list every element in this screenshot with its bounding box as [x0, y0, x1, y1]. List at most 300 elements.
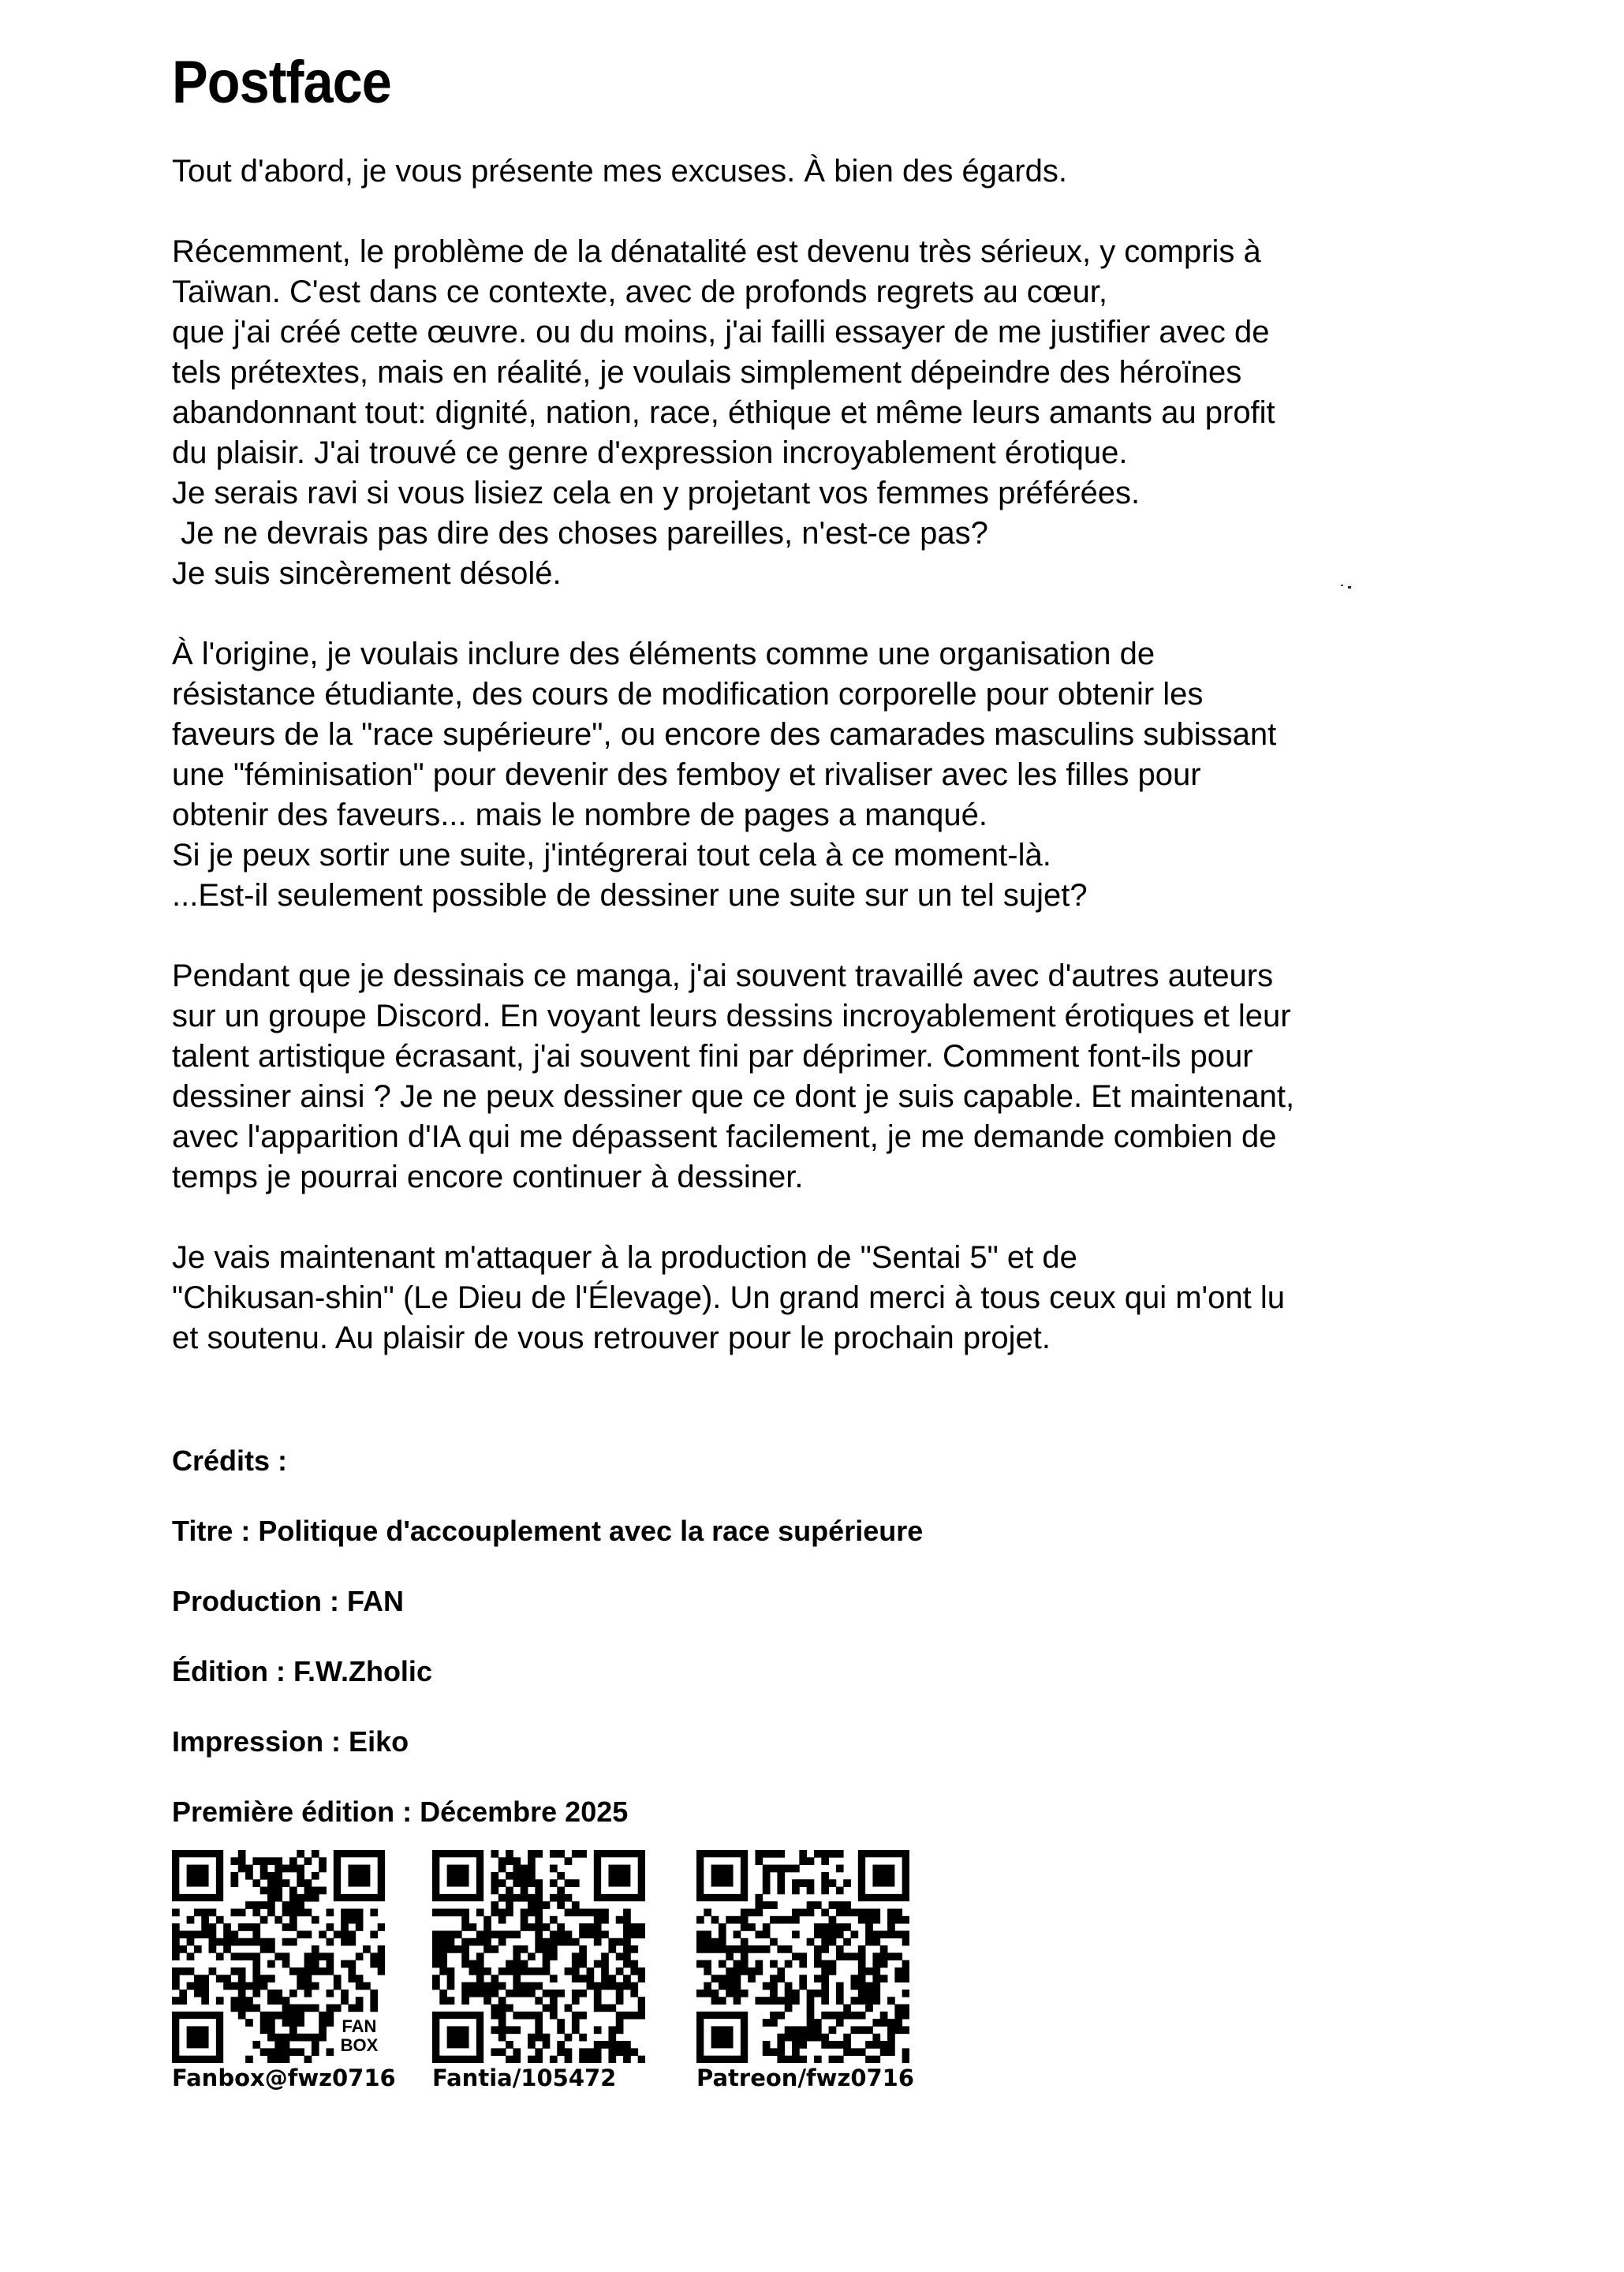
qr-module — [565, 1879, 573, 1887]
qr-module — [579, 2012, 587, 2020]
fanbox-badge-text: FAN — [342, 2016, 377, 2036]
qr-module — [704, 1990, 711, 1997]
qr-module — [267, 1945, 275, 1953]
qr-module — [594, 2005, 602, 2012]
qr-module — [543, 2034, 551, 2042]
qr-module — [238, 1997, 246, 2005]
qr-module — [454, 1945, 462, 1953]
qr-module — [297, 2019, 304, 2027]
qr-module — [865, 1982, 873, 1990]
qr-module — [792, 1908, 800, 1916]
qr-module — [282, 1901, 290, 1909]
qr-module — [327, 1952, 334, 1960]
qr-module — [726, 1945, 734, 1953]
qr-module — [179, 1997, 187, 2005]
qr-module — [719, 1982, 726, 1990]
qr-module — [282, 2056, 290, 2063]
qr-module — [370, 1997, 378, 2005]
qr-module — [565, 2048, 573, 2056]
qr-module — [461, 1938, 469, 1946]
qr-module — [187, 1952, 195, 1960]
qr-module — [836, 2012, 844, 2020]
qr-module — [483, 1930, 491, 1938]
qr-module — [312, 1960, 319, 1968]
qr-module — [711, 1975, 719, 1982]
qr-module — [543, 1952, 551, 1960]
qr-module — [356, 1982, 364, 1990]
qr-module — [623, 1916, 631, 1924]
qr-module — [476, 1960, 484, 1968]
qr-module — [550, 2005, 558, 2012]
qr-module — [748, 1975, 756, 1982]
qr-module — [638, 2056, 645, 2063]
qr-module — [245, 2056, 253, 2063]
qr-module — [851, 1997, 859, 2005]
qr-module — [638, 2005, 645, 2012]
qr-module — [334, 1982, 342, 1990]
qr-module — [821, 1908, 829, 1916]
qr-module — [327, 1967, 334, 1975]
qr-module — [245, 1923, 253, 1931]
qr-module — [483, 1990, 491, 1997]
qr-module — [245, 1997, 253, 2005]
qr-module — [260, 2048, 268, 2056]
qr-module — [274, 1990, 282, 1997]
qr-module — [902, 2048, 909, 2056]
qr-module — [821, 1990, 829, 1997]
qr-module — [535, 1930, 543, 1938]
qr-module — [630, 1930, 638, 1938]
qr-module — [201, 1923, 209, 1931]
qr-module — [513, 2048, 521, 2056]
qr-module — [696, 1930, 704, 1938]
qr-module — [461, 1945, 469, 1953]
qr-module — [623, 2041, 631, 2049]
qr-module — [498, 1894, 506, 1902]
qr-module — [719, 1960, 726, 1968]
qr-module — [209, 1923, 217, 1931]
qr-module — [880, 1960, 888, 1968]
qr-module — [719, 1938, 726, 1946]
qr-module — [491, 1879, 498, 1887]
qr-module — [565, 1908, 573, 1916]
qr-module — [851, 2026, 859, 2034]
qr-module — [187, 1916, 195, 1924]
qr-module — [267, 1857, 275, 1865]
qr-module — [557, 1894, 565, 1902]
qr-module — [630, 1982, 638, 1990]
qr-module — [763, 1887, 771, 1895]
qr-module — [432, 1938, 440, 1946]
qr-module — [274, 2034, 282, 2042]
qr-label-fanbox: Fanbox@fwz0716 — [172, 2065, 396, 2091]
qr-module — [469, 1982, 477, 1990]
qr-module — [579, 1952, 587, 1960]
qr-module — [696, 1990, 704, 1997]
qr-module — [312, 1916, 319, 1924]
qr-module — [630, 2048, 638, 2056]
qr-finder-core — [348, 1865, 370, 1887]
qr-module — [267, 2056, 275, 2063]
qr-module — [252, 1967, 260, 1975]
qr-module — [289, 2019, 297, 2027]
text-line: faveurs de la "race supérieure", ou encore des camarades masculins subissant — [172, 717, 1277, 752]
qr-module — [770, 1982, 778, 1990]
qr-module — [807, 2019, 815, 2027]
qr-module — [902, 1967, 909, 1975]
qr-module — [557, 1872, 565, 1880]
qr-module — [785, 2005, 793, 2012]
qr-module — [498, 2005, 506, 2012]
qr-module — [238, 1908, 246, 1916]
qr-module — [543, 1945, 551, 1953]
qr-module — [623, 1938, 631, 1946]
qr-module — [297, 1865, 304, 1873]
qr-module — [821, 1967, 829, 1975]
qr-module — [594, 1908, 602, 1916]
qr-module — [282, 2041, 290, 2049]
qr-module — [872, 1967, 880, 1975]
qr-module — [282, 2005, 290, 2012]
qr-module — [755, 1850, 763, 1858]
qr-module — [755, 1967, 763, 1975]
qr-module — [807, 1901, 815, 1909]
qr-module — [513, 2012, 521, 2020]
qr-module — [807, 2012, 815, 2020]
qr-module — [777, 1850, 785, 1858]
qr-module — [601, 1952, 609, 1960]
qr-module — [594, 2056, 602, 2063]
qr-module — [304, 1879, 312, 1887]
qr-module — [274, 1887, 282, 1895]
qr-module — [513, 1990, 521, 1997]
qr-module — [238, 1857, 246, 1865]
qr-module — [363, 1982, 371, 1990]
qr-module — [777, 1872, 785, 1880]
qr-module — [755, 1930, 763, 1938]
qr-module — [528, 1952, 536, 1960]
qr-module — [807, 1908, 815, 1916]
qr-module — [491, 1975, 498, 1982]
qr-module — [230, 1982, 238, 1990]
qr-module — [483, 1997, 491, 2005]
qr-module — [872, 1990, 880, 1997]
qr-module — [821, 1930, 829, 1938]
qr-module — [741, 1990, 749, 1997]
qr-module — [528, 1967, 536, 1975]
qr-module — [799, 1960, 807, 1968]
qr-module — [836, 1865, 844, 1873]
qr-module — [282, 1908, 290, 1916]
qr-module — [821, 1997, 829, 2005]
qr-module — [741, 1916, 749, 1924]
qr-module — [498, 1930, 506, 1938]
qr-module — [476, 1908, 484, 1916]
credit-first-edition: Première édition : Décembre 2025 — [172, 1796, 629, 1828]
qr-module — [535, 1997, 543, 2005]
qr-module — [274, 2041, 282, 2049]
qr-module — [267, 1901, 275, 1909]
qr-module — [565, 1967, 573, 1975]
qr-module — [770, 1938, 778, 1946]
qr-module — [594, 1960, 602, 1968]
qr-module — [274, 2048, 282, 2056]
qr-module — [872, 2034, 880, 2042]
qr-module — [370, 1952, 378, 1960]
qr-module — [238, 1967, 246, 1975]
qr-module — [843, 2012, 851, 2020]
qr-module — [894, 1975, 902, 1982]
qr-module — [297, 1872, 304, 1880]
qr-module — [230, 1857, 238, 1865]
qr-module — [601, 1908, 609, 1916]
qr-module — [528, 1908, 536, 1916]
qr-module — [587, 2056, 595, 2063]
qr-module — [792, 2048, 800, 2056]
qr-module — [858, 1952, 866, 1960]
credits-heading: Crédits : — [172, 1444, 288, 1477]
qr-module — [223, 1945, 231, 1953]
qr-module — [491, 2005, 498, 2012]
qr-module — [194, 1975, 202, 1982]
paragraph-4 — [172, 956, 1387, 1198]
qr-module — [491, 1901, 498, 1909]
qr-module — [821, 2012, 829, 2020]
qr-module — [447, 1908, 455, 1916]
qr-module — [616, 2026, 624, 2034]
qr-module — [260, 1982, 268, 1990]
qr-module — [748, 1967, 756, 1975]
qr-module — [172, 1938, 180, 1946]
qr-code-icon[interactable] — [696, 1850, 909, 2063]
qr-module — [601, 2005, 609, 2012]
qr-module — [565, 2056, 573, 2063]
qr-module — [274, 1879, 282, 1887]
qr-module — [513, 1982, 521, 1990]
qr-module — [557, 2026, 565, 2034]
qr-module — [777, 1967, 785, 1975]
qr-module — [267, 1938, 275, 1946]
qr-module — [608, 1982, 616, 1990]
qr-module — [843, 1923, 851, 1931]
qr-module — [289, 2026, 297, 2034]
qr-module — [741, 1952, 749, 1960]
qr-module — [461, 1908, 469, 1916]
qr-module — [872, 1997, 880, 2005]
qr-module — [704, 1967, 711, 1975]
qr-code-icon[interactable] — [172, 1850, 385, 2063]
qr-module — [230, 1930, 238, 1938]
qr-module — [894, 1967, 902, 1975]
qr-module — [858, 2048, 866, 2056]
qr-module — [557, 1938, 565, 1946]
qr-module — [327, 2019, 334, 2027]
paragraph-5 — [172, 1238, 1387, 1358]
qr-module — [521, 1908, 528, 1916]
qr-module — [792, 1930, 800, 1938]
qr-module — [814, 1850, 822, 1858]
qr-module — [711, 1990, 719, 1997]
qr-module — [491, 1990, 498, 1997]
qr-module — [238, 2012, 246, 2020]
qr-module — [491, 2012, 498, 2020]
qr-module — [763, 1997, 771, 2005]
qr-module — [770, 2019, 778, 2027]
qr-module — [289, 2048, 297, 2056]
qr-module — [887, 1916, 895, 1924]
qr-module — [260, 2026, 268, 2034]
qr-module — [770, 2048, 778, 2056]
qr-module — [238, 1982, 246, 1990]
qr-module — [814, 1923, 822, 1931]
qr-module — [616, 1938, 624, 1946]
qr-module — [260, 1938, 268, 1946]
qr-module — [851, 2048, 859, 2056]
qr-module — [836, 2019, 844, 2027]
qr-module — [829, 1938, 837, 1946]
qr-module — [872, 2041, 880, 2049]
qr-module — [594, 2041, 602, 2049]
qr-module — [491, 1872, 498, 1880]
qr-module — [734, 1916, 741, 1924]
qr-module — [513, 1894, 521, 1902]
qr-module — [238, 1865, 246, 1873]
qr-finder-core — [187, 1865, 209, 1887]
qr-patreon[interactable] — [696, 1850, 917, 2091]
qr-module — [755, 1945, 763, 1953]
postface-body — [172, 151, 1387, 1358]
qr-module — [289, 1908, 297, 1916]
qr-module — [763, 1923, 771, 1931]
qr-module — [439, 1908, 447, 1916]
qr-module — [741, 1960, 749, 1968]
qr-module — [608, 1945, 616, 1953]
qr-module — [741, 1945, 749, 1953]
qr-module — [711, 1997, 719, 2005]
text-line: Je serais ravi si vous lisiez cela en y projetant vos femmes préférées. — [172, 476, 1141, 510]
qr-module — [535, 2019, 543, 2027]
qr-module — [872, 2056, 880, 2063]
qr-module — [506, 1850, 513, 1858]
qr-module — [260, 1901, 268, 1909]
qr-module — [245, 1938, 253, 1946]
qr-module — [521, 1945, 528, 1953]
qr-module — [792, 1887, 800, 1895]
qr-module — [887, 1908, 895, 1916]
qr-module — [755, 1997, 763, 2005]
qr-module — [289, 1857, 297, 1865]
qr-module — [572, 1990, 580, 1997]
fanbox-badge-text: BOX — [340, 2035, 379, 2056]
qr-module — [770, 2012, 778, 2020]
qr-fanbox[interactable] — [172, 1850, 396, 2091]
qr-module — [297, 1879, 304, 1887]
text-line: talent artistique écrasant, j'ai souvent fini par déprimer. Comment font-ils pour — [172, 1039, 1253, 1074]
qr-module — [498, 1982, 506, 1990]
qr-module — [557, 2048, 565, 2056]
qr-module — [483, 1945, 491, 1953]
qr-module — [513, 1960, 521, 1968]
qr-module — [341, 1916, 349, 1924]
qr-module — [814, 2034, 822, 2042]
qr-module — [267, 1879, 275, 1887]
qr-module — [630, 1960, 638, 1968]
qr-module — [223, 1923, 231, 1931]
page-title: Postface — [172, 49, 391, 116]
qr-module — [814, 1960, 822, 1968]
qr-module — [513, 1857, 521, 1865]
qr-module — [887, 2026, 895, 2034]
qr-module — [565, 1894, 573, 1902]
text-line: Tout d'abord, je vous présente mes excuses. À bien des égards. — [172, 154, 1067, 189]
qr-module — [872, 1960, 880, 1968]
qr-module — [187, 1967, 195, 1975]
qr-module — [498, 1865, 506, 1873]
qr-module — [704, 1982, 711, 1990]
text-line: et soutenu. Au plaisir de vous retrouver pour le prochain projet. — [172, 1321, 1051, 1355]
qr-module — [865, 2026, 873, 2034]
qr-module — [304, 1857, 312, 1865]
qr-module — [439, 1938, 447, 1946]
qr-module — [348, 1960, 356, 1968]
qr-module — [506, 1901, 513, 1909]
qr-module — [535, 2026, 543, 2034]
qr-module — [887, 1997, 895, 2005]
qr-module — [267, 1872, 275, 1880]
qr-module — [829, 2041, 837, 2049]
qr-module — [454, 1908, 462, 1916]
qr-module — [327, 1960, 334, 1968]
qr-module — [223, 1982, 231, 1990]
qr-module — [711, 1916, 719, 1924]
qr-finder-core — [711, 1865, 734, 1887]
qr-module — [491, 2048, 498, 2056]
qr-module — [638, 1923, 645, 1931]
text-line: que j'ai créé cette œuvre. ou du moins, j'ai failli essayer de me justifier avec de — [172, 315, 1270, 349]
qr-code-icon[interactable] — [432, 1850, 645, 2063]
qr-module — [572, 1997, 580, 2005]
qr-module — [880, 2012, 888, 2020]
qr-module — [608, 2005, 616, 2012]
qr-module — [356, 1908, 364, 1916]
qr-module — [858, 2026, 866, 2034]
qr-module — [223, 1938, 231, 1946]
qr-module — [799, 1982, 807, 1990]
qr-module — [843, 2005, 851, 2012]
qr-module — [476, 1982, 484, 1990]
qr-module — [814, 2026, 822, 2034]
qr-module — [230, 1938, 238, 1946]
qr-module — [550, 1865, 558, 1873]
qr-module — [312, 1872, 319, 1880]
qr-module — [252, 1923, 260, 1931]
qr-module — [289, 1887, 297, 1895]
qr-module — [792, 1865, 800, 1873]
qr-module — [799, 1850, 807, 1858]
qr-module — [348, 1916, 356, 1924]
qr-module — [623, 1945, 631, 1953]
qr-module — [491, 1945, 498, 1953]
qr-module — [777, 1887, 785, 1895]
qr-module — [726, 1990, 734, 1997]
qr-fantia[interactable] — [432, 1850, 653, 2091]
qr-module — [201, 1990, 209, 1997]
qr-module — [461, 1960, 469, 1968]
qr-module — [799, 2026, 807, 2034]
qr-module — [521, 1990, 528, 1997]
qr-module — [836, 1945, 844, 1953]
qr-module — [807, 1990, 815, 1997]
